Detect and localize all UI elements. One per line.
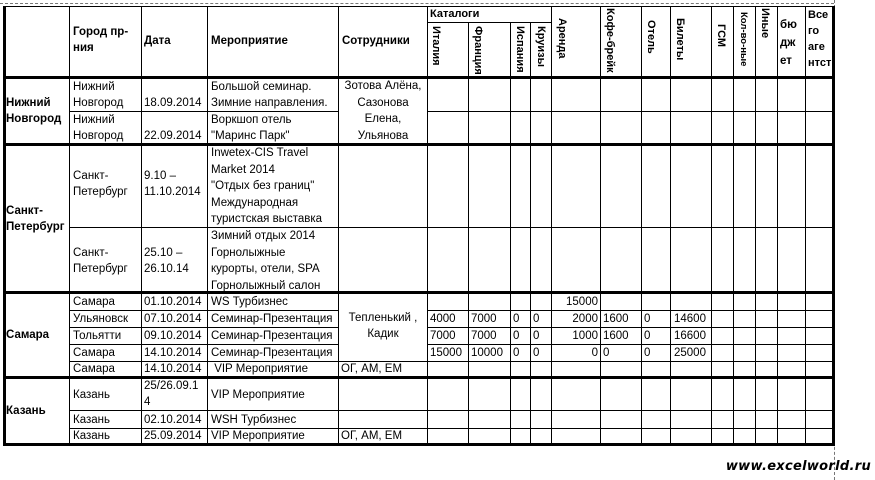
row-8-hotel: 0 xyxy=(644,347,651,359)
row-6-date: 07.10.2014 xyxy=(144,313,202,325)
header-budget: бю дж ет xyxy=(780,19,797,67)
header-france: Франция xyxy=(472,26,484,75)
row-6-tickets: 14600 xyxy=(674,313,706,325)
row-4-event: Зимний отдых 2014 Горнолыжные курорты, отели, SPA Горнолыжный салон xyxy=(211,230,321,292)
row-line xyxy=(3,6,835,7)
row-1-event: Большой семинар. Зимние направления. xyxy=(211,81,328,109)
group-border xyxy=(3,376,835,379)
col-line xyxy=(468,22,469,444)
row-7-tickets: 16600 xyxy=(674,330,706,342)
row-7-italy: 7000 xyxy=(430,330,456,342)
row-line xyxy=(427,22,551,23)
row-9-event: VIP Мероприятие xyxy=(211,363,308,375)
table-bottom-border xyxy=(3,443,835,446)
row-7-date: 09.10.2014 xyxy=(144,330,202,342)
row-12-date: 25.09.2014 xyxy=(144,430,202,442)
row-9-date: 14.10.2014 xyxy=(144,363,202,375)
group-border xyxy=(3,291,835,294)
row-9-staff: ОГ, АМ, ЕМ xyxy=(341,363,403,375)
row-7-city: Тольятти xyxy=(73,330,122,342)
header-catalogs: Каталоги xyxy=(430,8,480,20)
row-7-france: 7000 xyxy=(471,330,497,342)
row-3-date: 9.10 – 11.10.2014 xyxy=(144,170,201,198)
row-7-spain: 0 xyxy=(513,330,520,342)
row-12-city: Казань xyxy=(73,430,110,442)
row-8-cruises: 0 xyxy=(533,347,540,359)
header-count: Кол-во-ные xyxy=(738,12,749,67)
row-line xyxy=(69,410,833,411)
row-6-city: Ульяновск xyxy=(73,313,128,325)
row-3-city: Санкт- Петербург xyxy=(73,170,128,198)
region-kazan: Казань xyxy=(6,405,46,417)
row-8-city: Самара xyxy=(73,347,115,359)
row-7-coffee: 1600 xyxy=(603,330,629,342)
row-8-tickets: 25000 xyxy=(674,347,706,359)
region-samara: Самара xyxy=(6,329,50,341)
row-5-date: 01.10.2014 xyxy=(144,296,202,308)
row-11-city: Казань xyxy=(73,414,110,426)
row-line xyxy=(69,227,833,228)
row-2-date: 22.09.2014 xyxy=(144,130,202,142)
region-nizhny-novgorod: Нижний Новгород xyxy=(6,97,62,125)
header-staff: Сотрудники xyxy=(342,35,410,47)
row-12-staff: ОГ, АМ, ЕМ xyxy=(341,430,403,442)
row-3-event: Inwetex-CIS Travel Market 2014 "Отдых без границ" Международная туристская выставка xyxy=(211,147,323,225)
row-5-city: Самара xyxy=(73,296,115,308)
header-event: Мероприятие xyxy=(211,35,288,47)
row-11-event: WSH Турбизнес xyxy=(211,414,297,426)
row-8-france: 10000 xyxy=(471,347,503,359)
row-1-city: Нижний Новгород xyxy=(73,81,124,109)
row-5-rent: 15000 xyxy=(566,296,598,308)
header-cruises: Круизы xyxy=(535,26,547,68)
page-break-horizontal xyxy=(0,3,834,4)
row-6-event: Семинар-Презентация xyxy=(211,313,333,325)
row-7-hotel: 0 xyxy=(644,330,651,342)
header-gsm: ГСМ xyxy=(715,24,727,48)
row-6-hotel: 0 xyxy=(644,313,651,325)
row-6-italy: 4000 xyxy=(430,313,456,325)
samara-staff: Тепленький , Кадик xyxy=(348,312,418,340)
header-city: Город пр- ния xyxy=(73,26,129,54)
col-line xyxy=(530,22,531,444)
row-8-spain: 0 xyxy=(513,347,520,359)
row-8-coffee: 0 xyxy=(603,347,610,359)
row-10-city: Казань xyxy=(73,389,110,401)
row-5-event: WS Турбизнес xyxy=(211,296,288,308)
row-10-event: VIP Мероприятие xyxy=(211,389,305,401)
nn-staff: Зотова Алёна, Сазонова Елена, Ульянова xyxy=(344,80,422,142)
row-12-event: VIP Мероприятие xyxy=(211,430,305,442)
row-7-cruises: 0 xyxy=(533,330,540,342)
row-9-city: Самара xyxy=(73,363,115,375)
row-line xyxy=(427,111,833,112)
row-2-event: Воркшоп отель "Маринс Парк" xyxy=(211,114,292,142)
site-watermark: www.excelworld.ru xyxy=(725,459,871,474)
row-10-date: 25/26.09.1 4 xyxy=(144,380,199,408)
row-6-france: 7000 xyxy=(471,313,497,325)
row-8-italy: 15000 xyxy=(430,347,462,359)
header-rent: Аренда xyxy=(556,18,568,59)
header-total-agencies: Все го аге нтст xyxy=(808,9,832,69)
row-6-rent: 2000 xyxy=(572,313,598,325)
row-6-coffee: 1600 xyxy=(603,313,629,325)
row-8-rent: 0 xyxy=(591,347,598,359)
row-2-city: Нижний Новгород xyxy=(73,114,124,142)
header-coffee: Кофе-брейк xyxy=(604,8,616,73)
row-8-date: 14.10.2014 xyxy=(144,347,202,359)
header-spain: Испания xyxy=(514,26,526,73)
row-6-cruises: 0 xyxy=(533,313,540,325)
header-tickets: Билеты xyxy=(674,18,686,61)
region-saint-petersburg: Санкт- Петербург xyxy=(6,205,65,233)
header-other: Иные xyxy=(759,8,771,39)
row-6-spain: 0 xyxy=(513,313,520,325)
header-italy: Италия xyxy=(430,26,442,66)
row-7-rent: 1000 xyxy=(572,330,598,342)
row-11-date: 02.10.2014 xyxy=(144,414,202,426)
row-8-event: Семинар-Презентация xyxy=(211,347,333,359)
header-date: Дата xyxy=(144,35,171,47)
row-1-date: 18.09.2014 xyxy=(144,97,202,109)
row-7-event: Семинар-Презентация xyxy=(211,330,333,342)
header-hotel: Отель xyxy=(645,20,657,54)
row-4-city: Санкт- Петербург xyxy=(73,247,128,275)
row-4-date: 25.10 – 26.10.14 xyxy=(144,247,189,275)
col-line xyxy=(510,22,511,444)
